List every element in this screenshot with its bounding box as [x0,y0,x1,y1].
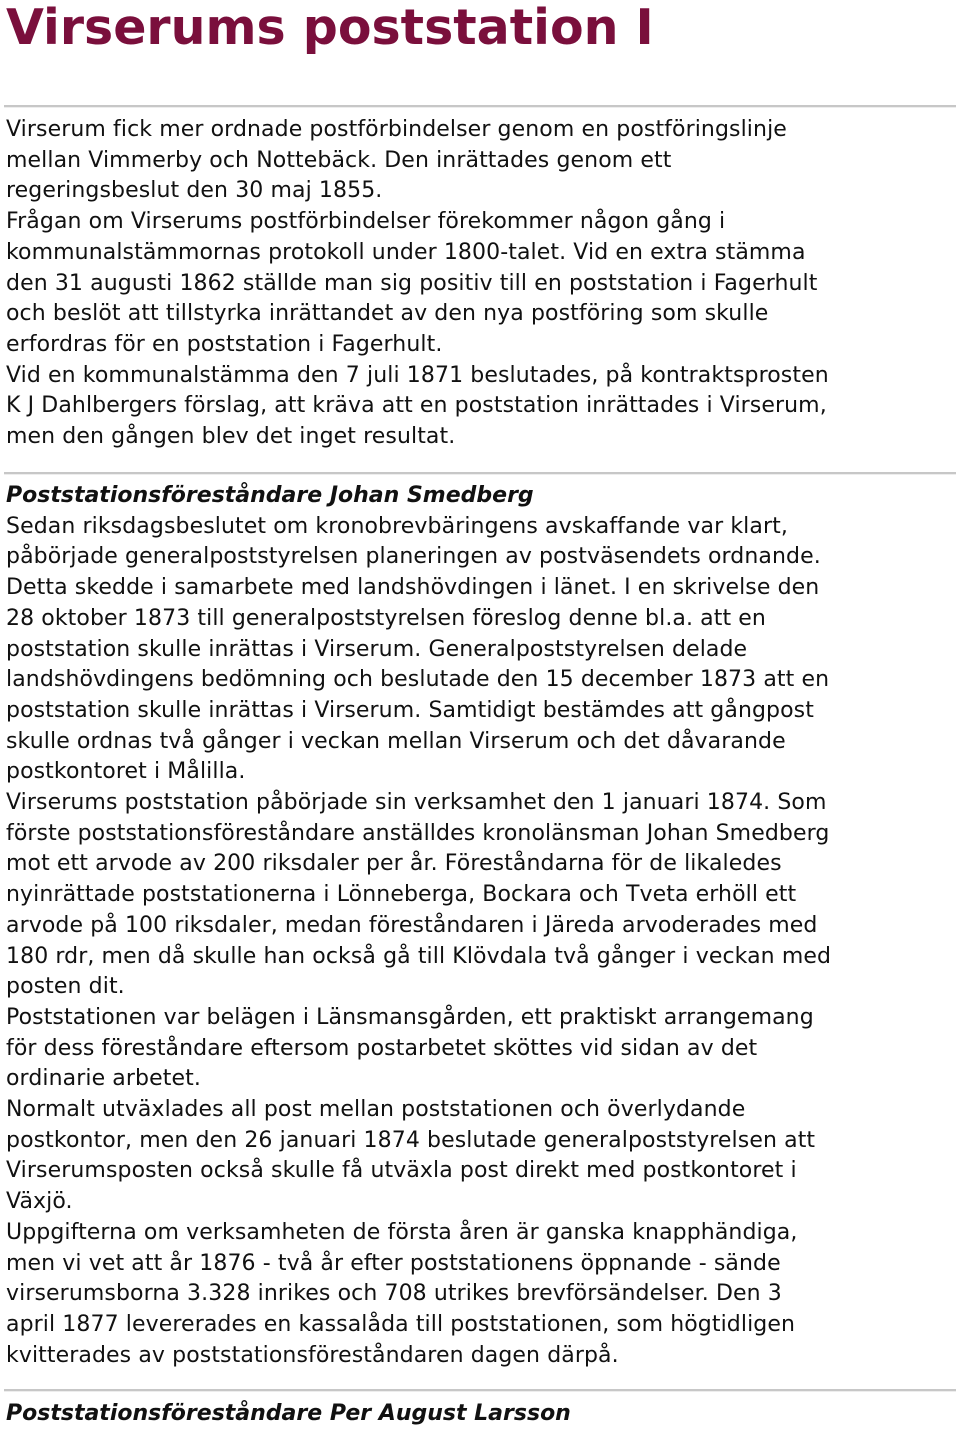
text-line: Frågan om Virserums postförbindelser förekommer någon gång i [6,209,726,235]
paragraph [6,1095,958,1218]
text-line: för dess föreståndare eftersom postarbetet sköttes vid sidan av det [6,1035,758,1061]
text-line: den 31 augusti 1862 ställde man sig positiv till en poststation i Fagerhult [6,270,818,296]
paragraph [6,788,958,1003]
text-line: Virserums poststation påbörjade sin verksamhet den 1 januari 1874. Som [6,790,827,816]
intro-section [6,115,958,453]
text-line: april 1877 levererades en kassalåda till poststationen, som högtidligen [6,1311,796,1337]
text-line: 180 rdr, men då skulle han också gå till Klövdala två gånger i veckan med [6,943,832,969]
divider [4,1389,956,1392]
text-line: och beslöt att tillstyrka inrättandet av den nya postföring som skulle [6,301,769,327]
text-line: förste poststationsföreståndare anställdes kronolänsman Johan Smedberg [6,820,830,846]
text-line: postkontoret i Målilla. [6,759,246,785]
text-line: men den gången blev det inget resultat. [6,424,456,450]
text-line: landshövdingens bedömning och beslutade den 15 december 1873 att en [6,667,830,693]
smedberg-section [6,481,958,1371]
text-line: erfordras för en poststation i Fagerhult. [6,331,443,357]
larsson-section [6,1399,958,1430]
paragraph [6,512,958,788]
section-heading: Poststationsföreståndare Johan Smedberg [6,483,534,508]
text-line: Virserum fick mer ordnade postförbindelser genom en postföringslinje [6,117,787,142]
text-line: Detta skedde i samarbete med landshövdingen i länet. I en skrivelse den [6,575,820,601]
section-heading: Poststationsföreståndare Per August Larsson [6,1401,571,1426]
text-line: K J Dahlbergers förslag, att kräva att en poststation inrättades i Virserum, [6,393,827,419]
text-line: Vid en kommunalstämma den 7 juli 1871 beslutades, på kontraktsprosten [6,362,829,388]
text-line: Virserumsposten också skulle få utväxla post direkt med postkontoret i [6,1158,797,1184]
text-line: arvode på 100 riksdaler, medan föreståndaren i Järeda arvoderades med [6,912,818,938]
text-line: poststation skulle inrättas i Virserum. Samtidigt bestämdes att gångpost [6,697,814,723]
text-line: virserumsborna 3.328 inrikes och 708 utrikes brevförsändelser. Den 3 [6,1281,782,1307]
divider [4,472,956,475]
text-line: Poststationen var belägen i Länsmansgården, ett praktiskt arrangemang [6,1004,814,1030]
text-line: postkontor, men den 26 januari 1874 beslutade generalpoststyrelsen att [6,1127,816,1153]
text-line: Växjö. [6,1189,73,1215]
paragraph [6,1003,958,1095]
paragraph [6,361,958,453]
paragraph [6,115,958,207]
text-line: Sedan riksdagsbeslutet om kronobrevbäringens avskaffande var klart, [6,513,788,539]
text-line: kvitterades av poststationsföreståndaren dagen därpå. [6,1342,619,1368]
text-line: mellan Vimmerby och Nottebäck. Den inrättades genom ett [6,147,672,173]
divider [4,105,956,108]
text-line: posten dit. [6,974,125,1000]
text-line: kommunalstämmornas protokoll under 1800-talet. Vid en extra stämma [6,239,806,265]
text-line: poststation skulle inrättas i Virserum. Generalpoststyrelsen delade [6,636,748,662]
text-line: Normalt utväxlades all post mellan poststationen och överlydande [6,1097,746,1123]
text-line: påbörjade generalpoststyrelsen planeringen av postväsendets ordnande. [6,544,821,570]
text-line: nyinrättade poststationerna i Lönneberga, Bockara och Tveta erhöll ett [6,882,797,908]
text-line: Uppgifterna om verksamheten de första åren är ganska knapphändiga, [6,1219,798,1245]
paragraph [6,207,958,361]
text-line: mot ett arvode av 200 riksdaler per år. Föreståndarna för de likaledes [6,851,782,877]
text-line: 28 oktober 1873 till generalpoststyrelsen föreslog denne bl.a. att en [6,605,766,631]
page-title: Virserums poststation I [6,0,654,56]
text-line: men vi vet att år 1876 - två år efter poststationens öppnande - sände [6,1250,781,1276]
paragraph [6,1218,958,1372]
text-line: regeringsbeslut den 30 maj 1855. [6,178,383,204]
text-line: skulle ordnas två gånger i veckan mellan Virserum och det dåvarande [6,728,786,754]
text-line: ordinarie arbetet. [6,1066,201,1092]
